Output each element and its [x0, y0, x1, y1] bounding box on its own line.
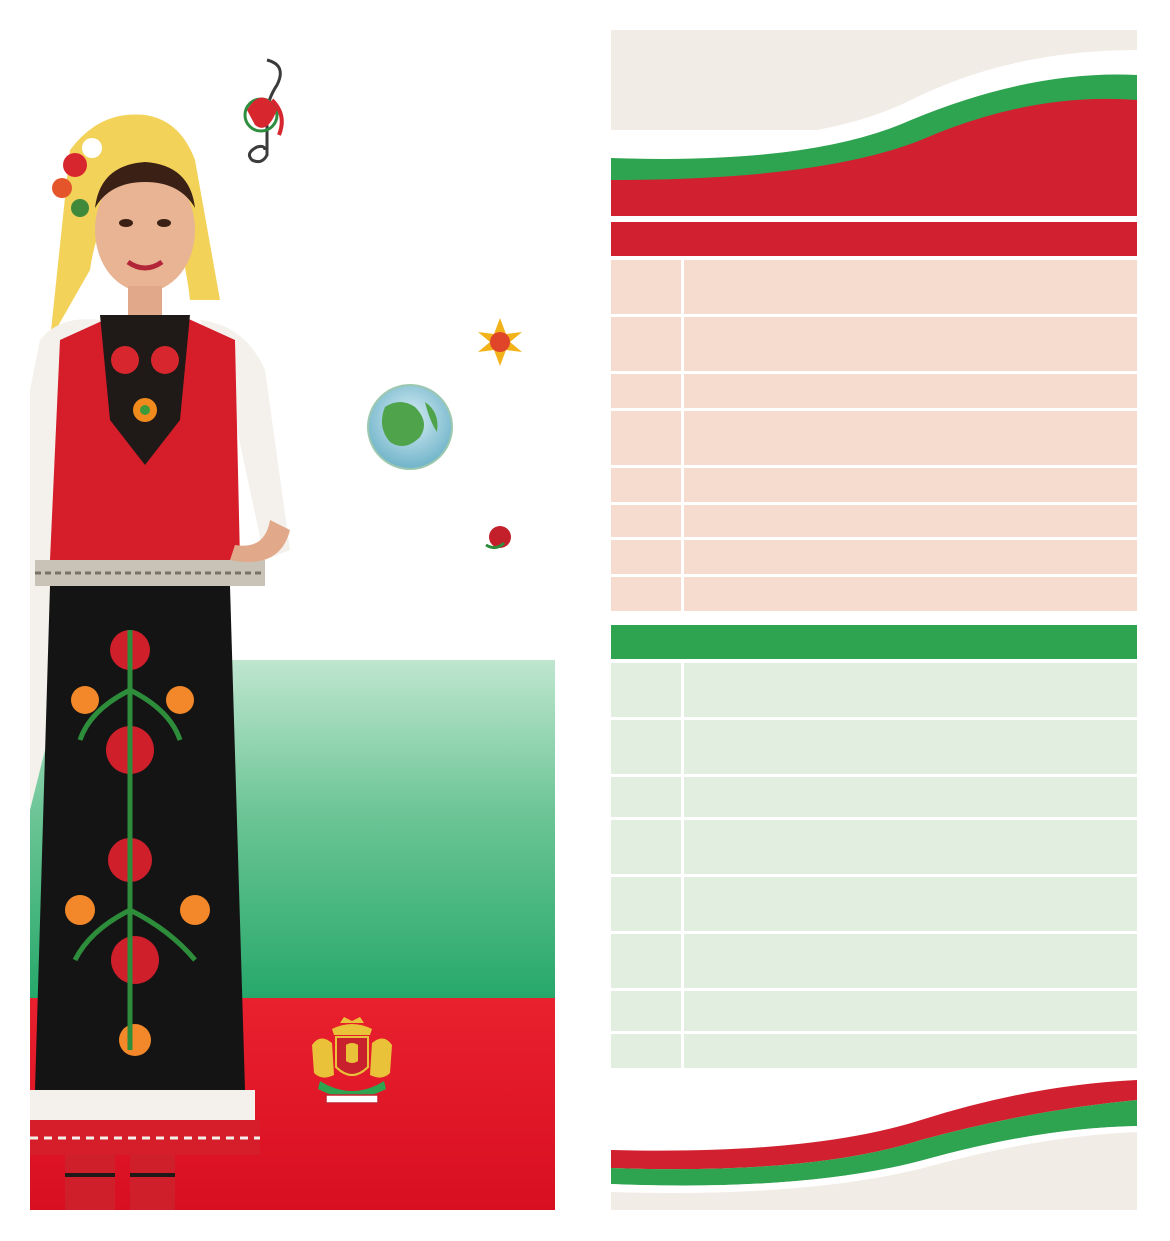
edition-heading — [292, 190, 294, 221]
row-time — [611, 663, 681, 717]
row-description — [684, 540, 1137, 574]
rose-icon — [486, 526, 511, 548]
sun-flower-icon — [478, 318, 522, 366]
row-description — [684, 374, 1137, 408]
row-description — [684, 991, 1137, 1031]
row-time — [611, 505, 681, 537]
day1-header — [611, 222, 1137, 256]
schedule-row — [611, 540, 1137, 574]
day1-schedule — [611, 260, 1137, 614]
row-description — [684, 934, 1137, 988]
schedule-row — [611, 260, 1137, 314]
row-time — [611, 317, 681, 371]
row-time — [611, 1034, 681, 1068]
row-description — [684, 1034, 1137, 1068]
bottom-embroidery-banner — [611, 1080, 1137, 1210]
row-time — [611, 540, 681, 574]
row-description — [684, 777, 1137, 817]
festival-poster — [30, 30, 555, 1210]
dancers-globe-icon — [285, 302, 525, 562]
row-time — [611, 777, 681, 817]
day2-schedule — [611, 663, 1137, 1071]
schedule-row — [611, 468, 1137, 502]
schedule-row — [611, 777, 1137, 817]
music-logo-icon — [237, 55, 299, 167]
schedule-row — [611, 1034, 1137, 1068]
schedule-row — [611, 577, 1137, 611]
schedule-row — [611, 820, 1137, 874]
folk-dancer-figure — [30, 90, 330, 1210]
row-description — [684, 663, 1137, 717]
row-description — [684, 468, 1137, 502]
row-time — [611, 877, 681, 931]
row-time — [611, 577, 681, 611]
program-panel — [611, 30, 1137, 1210]
schedule-row — [611, 663, 1137, 717]
schedule-row — [611, 934, 1137, 988]
row-time — [611, 991, 681, 1031]
day2-header — [611, 625, 1137, 659]
coat-of-arms-icon — [302, 1015, 402, 1110]
row-description — [684, 505, 1137, 537]
schedule-row — [611, 720, 1137, 774]
row-description — [684, 260, 1137, 314]
row-description — [684, 317, 1137, 371]
schedule-row — [611, 317, 1137, 371]
schedule-row — [611, 877, 1137, 931]
row-time — [611, 720, 681, 774]
row-description — [684, 820, 1137, 874]
top-embroidery-banner — [611, 30, 1137, 216]
row-time — [611, 820, 681, 874]
row-description — [684, 577, 1137, 611]
row-time — [611, 260, 681, 314]
row-time — [611, 934, 681, 988]
row-description — [684, 720, 1137, 774]
schedule-row — [611, 991, 1137, 1031]
row-time — [611, 468, 681, 502]
schedule-row — [611, 505, 1137, 537]
schedule-row — [611, 411, 1137, 465]
row-description — [684, 877, 1137, 931]
row-time — [611, 374, 681, 408]
row-description — [684, 411, 1137, 465]
row-time — [611, 411, 681, 465]
schedule-row — [611, 374, 1137, 408]
